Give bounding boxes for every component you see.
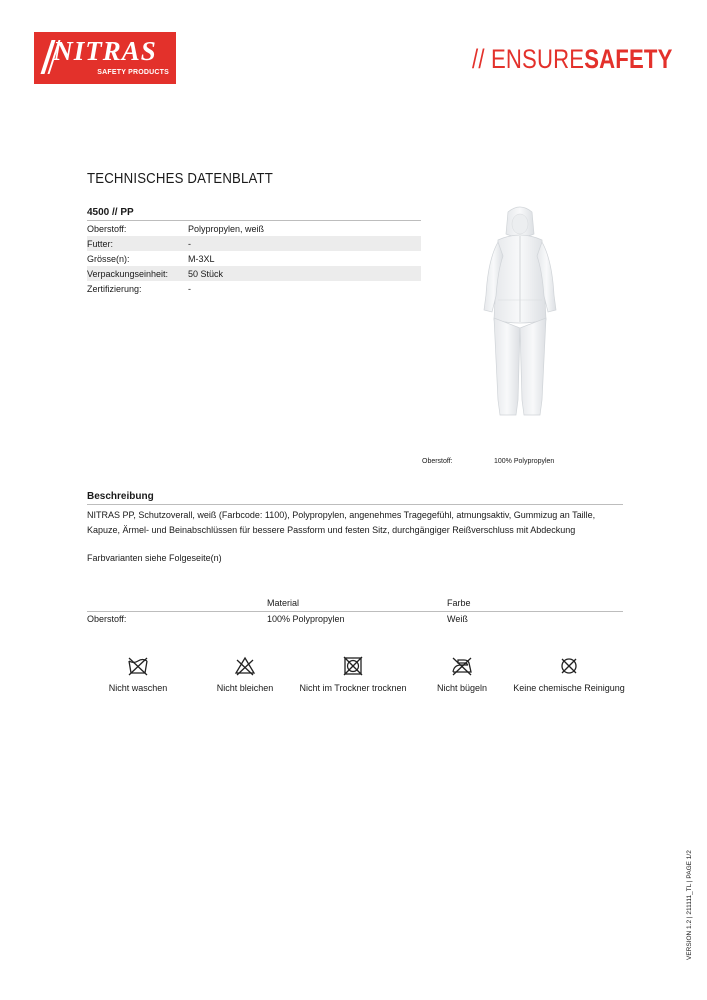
spec-row bbox=[87, 281, 421, 296]
spec-label: Oberstoff: bbox=[87, 223, 127, 234]
table-row bbox=[87, 614, 623, 629]
spec-value: - bbox=[188, 283, 191, 294]
divider bbox=[87, 504, 623, 505]
no-wash-icon bbox=[127, 656, 149, 676]
care-item bbox=[78, 656, 198, 693]
nitras-logo bbox=[34, 32, 176, 84]
care-item bbox=[509, 656, 629, 693]
care-item bbox=[293, 656, 413, 693]
description-text: NITRAS PP, Schutzoverall, weiß (Farbcode: 1100), Polypropylen, angenehmes Tragegefühl, atmungsaktiv, Gummizug an Taille, Kapuze, Ärmel- und Beinabschlüssen für bessere Passform und festen Sitz, durchgängiger Reißverschluss mit Abdeckung bbox=[87, 510, 596, 535]
cell-material: 100% Polypropylen bbox=[267, 614, 345, 624]
no-iron-icon bbox=[451, 656, 473, 676]
care-label: Nicht bügeln bbox=[436, 683, 488, 693]
tagline-prefix: // ENSURE bbox=[472, 44, 585, 74]
care-label: Nicht bleichen bbox=[216, 683, 274, 693]
header-color: Farbe bbox=[447, 598, 471, 608]
spec-row bbox=[87, 236, 421, 251]
tagline bbox=[472, 44, 673, 75]
spec-label: Verpackungseinheit: bbox=[87, 268, 169, 279]
spec-row bbox=[87, 221, 421, 236]
cell-color: Weiß bbox=[447, 614, 468, 624]
cell-part: Oberstoff: bbox=[87, 614, 127, 624]
care-item bbox=[402, 656, 522, 693]
spec-table bbox=[87, 207, 421, 296]
spec-label: Futter: bbox=[87, 238, 114, 249]
version-footer: VERSION 1.2 | 211111_TL | PAGE 1/2 bbox=[686, 850, 693, 960]
coverall-product-image bbox=[470, 200, 570, 430]
no-dry-clean-icon bbox=[558, 656, 580, 676]
material-table bbox=[87, 598, 623, 629]
spec-label: Zertifizierung: bbox=[87, 283, 142, 294]
header-material: Material bbox=[267, 598, 300, 608]
care-label: Keine chemische Reinigung bbox=[513, 683, 625, 693]
document-title: TECHNISCHES DATENBLATT bbox=[87, 170, 274, 187]
care-label: Nicht im Trockner trocknen bbox=[299, 683, 407, 693]
spec-value: 50 Stück bbox=[188, 268, 224, 279]
spec-value: M-3XL bbox=[188, 253, 215, 264]
description-heading: Beschreibung bbox=[87, 491, 154, 502]
spec-row bbox=[87, 266, 421, 281]
spec-value: - bbox=[188, 238, 191, 249]
logo-subtitle: SAFETY PRODUCTS bbox=[97, 69, 169, 76]
spec-row bbox=[87, 251, 421, 266]
logo-wordmark: NITRAS bbox=[53, 36, 157, 66]
spec-label: Grösse(n): bbox=[87, 253, 130, 264]
no-bleach-icon bbox=[234, 656, 256, 676]
color-variants-note: Farbvarianten siehe Folgeseite(n) bbox=[87, 553, 222, 563]
caption-label: Oberstoff: bbox=[422, 458, 453, 465]
care-label: Nicht waschen bbox=[108, 683, 168, 693]
caption-value: 100% Polypropylen bbox=[494, 458, 555, 465]
no-tumble-dry-icon bbox=[342, 656, 364, 676]
material-table-header bbox=[87, 598, 623, 612]
spec-value: Polypropylen, weiß bbox=[188, 223, 265, 234]
spec-heading: 4500 // PP bbox=[87, 207, 421, 221]
tagline-emphasis: SAFETY bbox=[584, 44, 673, 74]
care-item bbox=[185, 656, 305, 693]
